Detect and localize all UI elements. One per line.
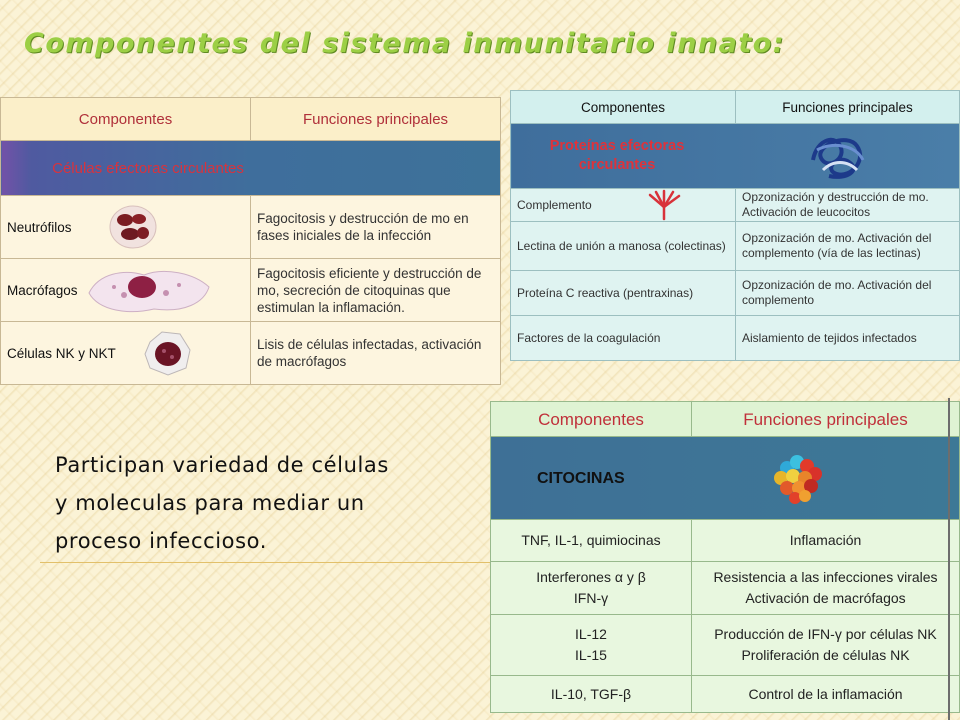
nk-cell-icon: [142, 328, 194, 378]
table-row: [491, 520, 960, 562]
t1-function: Fagocitosis y destrucción de mo en fases iniciales de la infección: [251, 196, 501, 259]
table-row: [511, 189, 960, 222]
t2-component: Proteína C reactiva (pentraxinas): [511, 271, 736, 316]
intro-text: Participan variedad de células y moleculas para mediar un proceso infeccioso.: [55, 453, 389, 553]
t2-header-components: Componentes: [511, 91, 736, 124]
t2-component: Factores de la coagulación: [511, 316, 736, 361]
table-row: [511, 316, 960, 361]
proteins-table: [510, 90, 960, 361]
t1-function: Lisis de células infectadas, activación de macrófagos: [251, 322, 501, 385]
t2-function: Opzonización y destrucción de mo. Activación de leucocitos: [736, 189, 960, 222]
macrophage-icon: [84, 263, 214, 317]
t1-band: [1, 141, 501, 196]
cytokines-table: [490, 401, 960, 713]
t2-header-functions: Funciones principales: [736, 91, 960, 124]
cells-table: [0, 97, 501, 385]
t1-function: Fagocitosis eficiente y destrucción de mo, secreción de citoquinas que estimulan la inflamación.: [251, 259, 501, 322]
slide-title: Componentes del sistema inmunitario innato:: [24, 28, 786, 59]
t3-header-functions: Funciones principales: [692, 402, 960, 437]
cytokine-molecule-icon: [765, 448, 831, 508]
t3-function: Resistencia a las infecciones virales Activación de macrófagos: [692, 562, 960, 615]
table-row: [491, 562, 960, 615]
table-row: [1, 259, 501, 322]
t3-function: Inflamación: [692, 520, 960, 562]
t2-band-label: Proteínas efectoras circulantes: [549, 138, 685, 173]
t3-header-components: Componentes: [491, 402, 692, 437]
t3-component: TNF, IL-1, quimiocinas: [491, 520, 692, 562]
table-row: [1, 322, 501, 385]
edge-line: [948, 398, 950, 720]
table-row: [491, 615, 960, 676]
complement-molecule-icon: [644, 189, 684, 221]
protein-structure-icon: [807, 130, 871, 182]
t1-component: Neutrófilos: [7, 219, 72, 235]
t3-component: IL-12 IL-15: [491, 615, 692, 676]
t3-band: [491, 437, 960, 520]
t2-function: Aislamiento de tejidos infectados: [736, 316, 960, 361]
t3-component: Interferones α y β IFN-γ: [491, 562, 692, 615]
table-row: [511, 271, 960, 316]
t3-function: Control de la inflamación: [692, 676, 960, 713]
table-row: [511, 222, 960, 271]
neutrophil-icon: [108, 204, 158, 250]
t3-band-label: CITOCINAS: [537, 469, 625, 487]
t1-header-functions: Funciones principales: [251, 98, 501, 141]
t2-function: Opzonización de mo. Activación del complemento (vía de las lectinas): [736, 222, 960, 271]
table-row: [491, 676, 960, 713]
t1-band-label: Células efectoras circulantes: [52, 159, 244, 177]
divider-line: [40, 562, 490, 563]
t2-component: Complemento: [517, 197, 592, 212]
t2-band: [511, 124, 960, 189]
t1-component: Macrófagos: [7, 282, 78, 298]
t2-function: Opzonización de mo. Activación del complemento: [736, 271, 960, 316]
t1-component: Células NK y NKT: [7, 345, 116, 361]
t3-component: IL-10, TGF-β: [491, 676, 692, 713]
table-row: [1, 196, 501, 259]
t3-function: Producción de IFN-γ por células NK Proliferación de células NK: [692, 615, 960, 676]
t1-header-components: Componentes: [1, 98, 251, 141]
t2-component: Lectina de unión a manosa (colectinas): [511, 222, 736, 271]
